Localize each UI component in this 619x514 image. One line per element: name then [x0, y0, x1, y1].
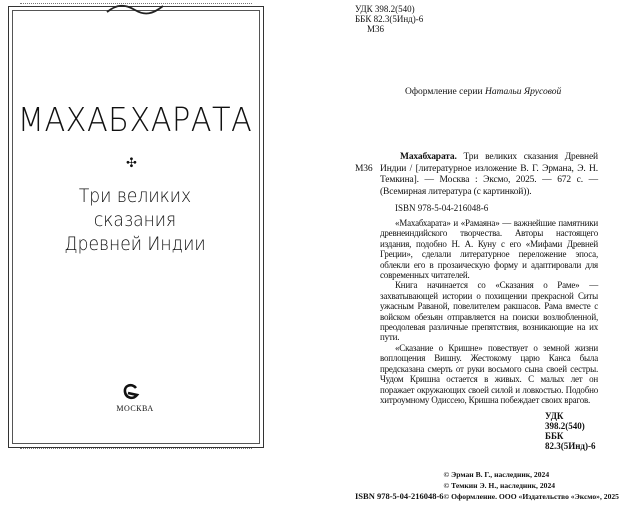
- copyright-line: © Оформление. ООО «Издательство «Эксмо», 2025: [443, 492, 619, 502]
- series-design-label: Оформление серии: [405, 87, 483, 97]
- subtitle-line-3: Древней Индии: [64, 233, 206, 255]
- bottom-isbn: ISBN 978-5-04-216048-6: [355, 491, 444, 502]
- subtitle-line-1: Три великих: [78, 185, 192, 207]
- bib-record-text: [380, 152, 598, 198]
- bottom-dotted-border: [20, 448, 252, 449]
- subtitle-line-2: сказания: [93, 209, 177, 231]
- bottom-classification: [545, 411, 600, 451]
- title-page: [0, 0, 300, 453]
- annotation: [380, 218, 598, 405]
- publisher-city: МОСКВА: [116, 404, 154, 413]
- ornament-icon: ✣: [126, 155, 137, 170]
- annotation-paragraph: Книга начинается со «Сказания о Раме» — захватывающей истории о похищении прекрасной Ситы ужасным Раваной, повелителем ракшасов. Рама вместе с войском обезьян отправляется на поиски возлюбленной, преодолевая различные препятствия, возникающие на их пути.: [380, 280, 598, 343]
- copyright-block: [444, 469, 619, 502]
- series-design-credit: [405, 86, 600, 98]
- bbk-code: ББК 82.3(5Инд)-6: [355, 14, 424, 24]
- udk-code: УДК 398.2(540): [355, 4, 415, 14]
- bib-details: Три великих сказания Древней Индии / [литературное изложение В. Г. Эрмана, Э. Н. Темкина]. — Москва : Эксмо, 2025. — 672 с. — (Всемирная литература (с картинкой)).: [380, 152, 598, 197]
- top-flourish-icon: [105, 2, 165, 16]
- imprint-footer: [355, 469, 619, 502]
- copyright-line: © Темкин Э. Н., наследник, 2024: [443, 481, 556, 491]
- bottom-udk: УДК 398.2(540): [545, 411, 585, 432]
- publisher-logo-icon: [122, 383, 140, 403]
- isbn-line: ISBN 978-5-04-216048-6: [395, 203, 489, 213]
- author-mark-top: М36: [367, 24, 385, 34]
- series-designer: Натальи Ярусовой: [484, 87, 562, 97]
- author-mark: М36: [355, 163, 373, 174]
- annotation-paragraph: «Махабхарата» и «Рамаяна» — важнейшие памятники древнеиндийского творчества. Авторы настоящего издания, подобно Н. А. Куну с его «Мифами Древней Греции», сделали литературное переложение эпоса, облекли его в прозаическую форму и адаптировали для современных читателей.: [380, 218, 598, 281]
- bibliographic-record: [355, 152, 598, 198]
- copyright-page: [300, 0, 619, 514]
- bib-title: Махабхарата.: [400, 152, 457, 162]
- copyright-line: © Эрман В. Г., наследник, 2024: [443, 470, 550, 480]
- book-title: МАХАБХАРАТА: [17, 100, 253, 139]
- annotation-paragraph: «Сказание о Кришне» повествует о земной жизни воплощения Вишну. Жестокому царю Канса была предсказана смерть от руки восьмого сына своей сестры. Чудом Кришна остается в живых. С малых лет он поражает окружающих своей силой и ловкостью. Подобно хитроумному Одиссею, Кришна побеждает своих врагов.: [380, 342, 598, 405]
- bottom-bbk: ББК 82.3(5Инд)-6: [545, 431, 596, 452]
